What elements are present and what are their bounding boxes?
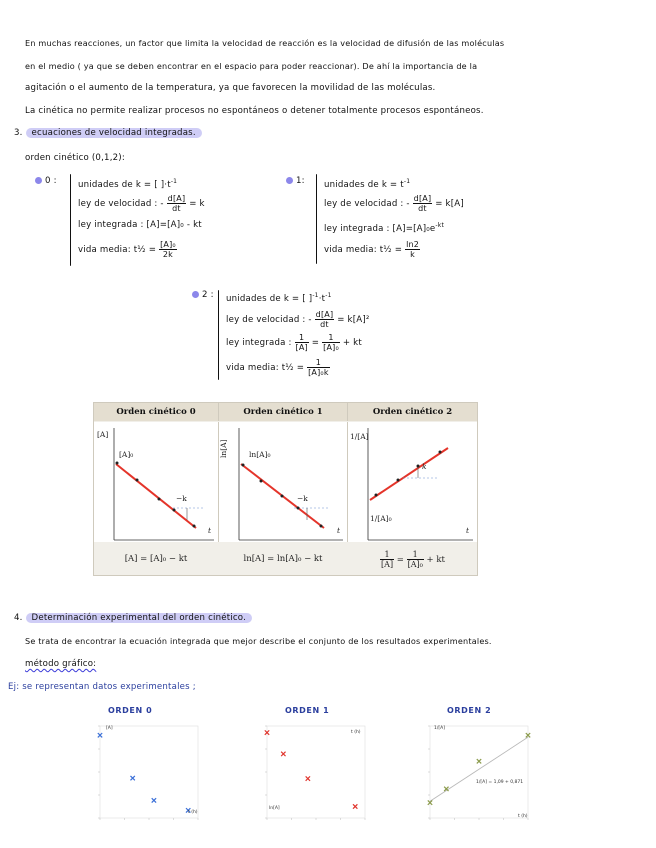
table-eq-order2: $\frac{1}{[A]}$ = $\frac{1}{\text{[A]₀}}$ + kt	[381, 550, 445, 569]
table-header-order0: Orden cinético 0	[94, 403, 219, 421]
method-heading: método gráfico:	[25, 659, 97, 669]
integrated-laws-table	[93, 402, 478, 576]
chart-point-marker	[152, 798, 156, 802]
table-header-order2: Orden cinético 2	[348, 403, 477, 421]
plot-order0-svg	[94, 422, 218, 542]
bullet-dot-icon	[286, 177, 293, 184]
order1-half-life: vida media: t½ = $\frac{\ln 2}{k}$	[324, 240, 420, 259]
bullet-dot-icon	[192, 291, 199, 298]
plot0-point	[136, 479, 139, 482]
example-line: Ej: se representan datos experimentales ;	[8, 682, 196, 692]
plot2-point	[417, 465, 420, 468]
order0-label: 0 :	[35, 176, 57, 187]
chart2-x-label: t (h)	[518, 814, 528, 819]
table-plot-order0	[94, 422, 219, 542]
plot0-slope: −k	[176, 494, 187, 503]
order0-units: unidades de k = [ ]$\cdot t^{-1}$	[78, 178, 178, 190]
table-plot-order2	[348, 422, 477, 542]
chart-order1	[255, 718, 373, 830]
plot2-t-label: t	[466, 526, 470, 535]
section-4-title: Determinación experimental del orden cinético.	[26, 613, 253, 623]
order1-units: unidades de $k = t^{-1}$	[324, 178, 411, 190]
section-4-line-1: Se trata de encontrar la ecuación integrada que mejor describe el conjunto de los resultados experimentales.	[25, 636, 492, 646]
chart-title-order1: ORDEN 1	[285, 706, 330, 715]
section-4-heading	[14, 613, 252, 624]
plot0-y-label: [A]	[97, 430, 109, 439]
plot2-fit-line	[370, 448, 448, 500]
plot0-t-label: t	[208, 526, 212, 535]
order1-integrated: ley integrada : $[A]=[A]_0e^{-kt}$	[324, 222, 445, 234]
order0-rate-law: ley de velocidad : - $\frac{d[A]}{dt}$ = k	[78, 194, 205, 213]
plot1-t-label: t	[337, 526, 341, 535]
order0-brace	[70, 174, 71, 266]
section-3-title: ecuaciones de velocidad integradas.	[26, 128, 202, 138]
table-eq-order0: [A] = [A]₀ − kt	[124, 554, 188, 564]
chart0-y-label: [A]	[106, 726, 113, 731]
chart-order0	[88, 718, 206, 830]
order2-integrated: ley integrada : $\frac{1}{[A]}$ = $\frac{1}{\text{[A]₀}}$ + kt	[226, 333, 362, 352]
chart-frame	[430, 726, 528, 818]
chart1-x-label: t (h)	[351, 730, 361, 735]
intro-line-2: en el medio ( ya que se deben encontrar en el espacio para poder reaccionar). De ahí la importancia de la	[25, 61, 478, 71]
section-4-number: 4.	[14, 613, 23, 623]
chart-fit-line	[430, 737, 528, 801]
plot0-point	[173, 509, 176, 512]
bullet-dot-icon	[35, 177, 42, 184]
plot1-y-label: ln[A]	[219, 439, 228, 458]
chart1-y-label: ln[A]	[269, 806, 280, 811]
section-3-subtitle: orden cinético (0,1,2):	[25, 153, 125, 163]
chart2-fit-label: 1/[A] = 1,09 + 0,871	[476, 780, 524, 785]
chart-title-order0: ORDEN 0	[108, 706, 153, 715]
plot1-point	[320, 525, 323, 528]
chart-frame	[100, 726, 198, 818]
plot0-point	[116, 462, 119, 465]
order1-brace	[316, 174, 317, 264]
plot1-intercept: ln[A]₀	[249, 450, 271, 459]
table-header-order1: Orden cinético 1	[219, 403, 348, 421]
plot1-point	[281, 495, 284, 498]
chart-title-order2: ORDEN 2	[447, 706, 492, 715]
intro-line-4: La cinética no permite realizar procesos no espontáneos o detener totalmente procesos espontáneos.	[25, 106, 484, 116]
intro-line-3: agitación o el aumento de la temperatura, ya que favorecen la movilidad de las moléculas.	[25, 83, 436, 93]
section-3-heading	[14, 128, 202, 139]
chart-point-marker	[477, 759, 481, 763]
chart-point-marker	[353, 804, 357, 808]
plot0-intercept: [A]₀	[119, 450, 134, 459]
plot2-slope: k	[422, 462, 427, 471]
order1-label: 1:	[286, 176, 305, 187]
order2-units: unidades de k = [ ]$^{-1}\cdot t^{-1}$	[226, 292, 332, 304]
section-3-number: 3.	[14, 128, 23, 138]
plot1-point	[242, 464, 245, 467]
order2-brace	[218, 290, 219, 380]
table-plot-order1	[219, 422, 348, 542]
plot1-slope: −k	[297, 494, 308, 503]
order0-half-life: vida media: t½ = $\frac{\text{[A]₀}}{2k}$	[78, 240, 176, 259]
chart-frame	[267, 726, 365, 818]
order2-rate-law: ley de velocidad : - $\frac{d[A]}{dt}$ = k[A]²	[226, 310, 370, 329]
plot2-intercept: 1/[A]₀	[370, 514, 392, 523]
intro-line-1: En muchas reacciones, un factor que limita la velocidad de reacción es la velocidad de difusión de las moléculas	[25, 38, 505, 48]
plot1-point	[260, 480, 263, 483]
plot1-point	[297, 507, 300, 510]
plot0-point	[193, 525, 196, 528]
order1-rate-law: ley de velocidad : - $\frac{d[A]}{dt}$ = k[A]	[324, 194, 464, 213]
order0-integrated: ley integrada : [A]=[A]₀ - kt	[78, 220, 202, 230]
plot2-point	[397, 479, 400, 482]
chart0-x-label: t (h)	[188, 810, 198, 815]
chart-point-marker	[130, 776, 134, 780]
order2-half-life: vida media: t½ = $\frac{1}{\text{[A]₀k}}$	[226, 358, 329, 377]
plot2-point	[439, 451, 442, 454]
chart2-y-label: 1/[A]	[434, 726, 445, 731]
chart-point-marker	[281, 752, 285, 756]
plot2-y-label: 1/[A]	[350, 432, 369, 441]
plot2-point	[375, 494, 378, 497]
plot0-point	[158, 498, 161, 501]
plot-order1-svg	[219, 422, 347, 542]
table-eq-order1: ln[A] = ln[A]₀ − kt	[243, 554, 323, 564]
chart-order2	[418, 718, 536, 830]
chart-point-marker	[306, 776, 310, 780]
order2-label: 2 :	[192, 290, 214, 301]
